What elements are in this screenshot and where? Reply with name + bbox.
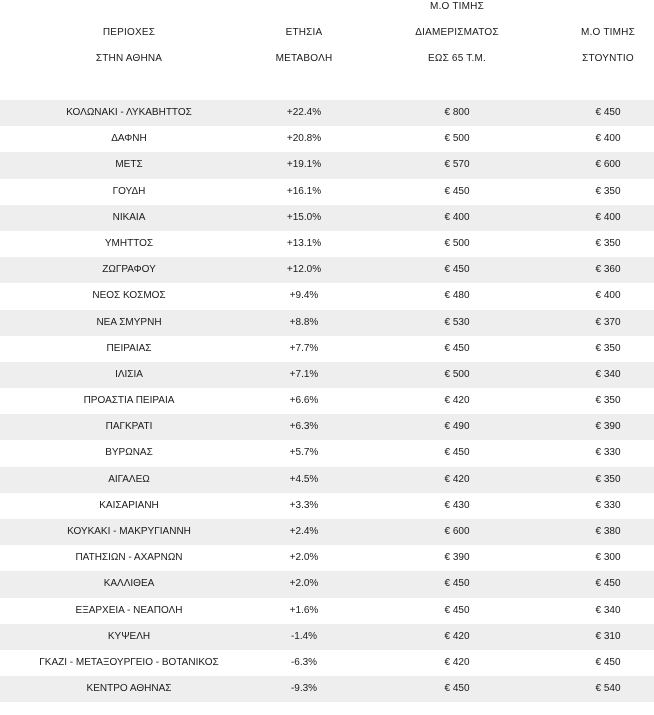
cell-annual-change: +5.7% bbox=[289, 447, 319, 459]
cell-region: ΓΟΥΔΗ bbox=[112, 185, 146, 197]
header-apartment-price bbox=[384, 0, 530, 72]
table-row bbox=[0, 231, 654, 257]
cell-annual-change: +7.1% bbox=[289, 368, 319, 380]
table-row bbox=[0, 152, 654, 178]
header-studio-line1: Μ.Ο ΤΙΜΗΣ bbox=[581, 27, 635, 38]
table-row bbox=[0, 493, 654, 519]
cell-apartment-price: € 420 bbox=[444, 630, 470, 642]
cell-annual-change: +6.6% bbox=[289, 395, 319, 407]
cell-region: ΚΕΝΤΡΟ ΑΘΗΝΑΣ bbox=[86, 683, 172, 695]
cell-annual-change: -6.3% bbox=[290, 656, 318, 668]
header-region-line1: ΠΕΡΙΟΧΕΣ bbox=[102, 27, 156, 38]
cell-region: ΕΞΑΡΧΕΙΑ - ΝΕΑΠΟΛΗ bbox=[75, 604, 183, 616]
header-annual-change bbox=[236, 20, 372, 72]
cell-annual-change: +20.8% bbox=[286, 133, 322, 145]
cell-studio-price: € 380 bbox=[595, 526, 621, 537]
table-row bbox=[0, 100, 654, 126]
cell-region: ΚΑΙΣΑΡΙΑΝΗ bbox=[99, 499, 159, 511]
cell-region: ΠΡΟΑΣΤΙΑ ΠΕΙΡΑΙΑ bbox=[83, 395, 175, 407]
cell-region: ΖΩΓΡΑΦΟΥ bbox=[102, 264, 156, 276]
cell-region: ΜΕΤΣ bbox=[115, 159, 143, 171]
cell-region: ΠΕΙΡΑΙΑΣ bbox=[106, 342, 152, 354]
cell-apartment-price: € 500 bbox=[444, 237, 470, 249]
cell-annual-change: +1.6% bbox=[289, 604, 319, 616]
table-row bbox=[0, 336, 654, 362]
cell-studio-price: € 340 bbox=[595, 368, 621, 380]
cell-studio-price: € 310 bbox=[595, 630, 621, 642]
cell-apartment-price: € 450 bbox=[444, 185, 470, 197]
cell-region: ΠΑΓΚΡΑΤΙ bbox=[105, 421, 153, 433]
cell-annual-change: +4.5% bbox=[289, 473, 319, 485]
cell-annual-change: +19.1% bbox=[286, 159, 322, 171]
cell-region: ΝΕΑ ΣΜΥΡΝΗ bbox=[96, 316, 162, 328]
header-region-line2: ΣΤΗΝ ΑΘΗΝΑ bbox=[95, 53, 163, 64]
cell-annual-change: +13.1% bbox=[286, 237, 322, 249]
cell-studio-price: € 450 bbox=[595, 578, 621, 590]
cell-studio-price: € 600 bbox=[595, 159, 621, 171]
header-studio-line2: ΣΤΟΥΝΤΙΟ bbox=[582, 53, 634, 64]
header-apt-line2: ΔΙΑΜΕΡΙΣΜΑΤΟΣ bbox=[415, 27, 499, 38]
cell-annual-change: -1.4% bbox=[290, 630, 318, 642]
header-region bbox=[34, 20, 224, 72]
cell-studio-price: € 300 bbox=[595, 552, 621, 564]
cell-apartment-price: € 490 bbox=[444, 421, 470, 433]
cell-region: ΥΜΗΤΤΟΣ bbox=[104, 237, 154, 249]
table-header bbox=[0, 0, 654, 100]
cell-studio-price: € 350 bbox=[595, 185, 621, 197]
cell-studio-price: € 400 bbox=[595, 211, 621, 223]
cell-studio-price: € 390 bbox=[595, 421, 621, 433]
cell-annual-change: +16.1% bbox=[286, 185, 322, 197]
table-row bbox=[0, 676, 654, 702]
cell-apartment-price: € 430 bbox=[444, 499, 470, 511]
table-row bbox=[0, 598, 654, 624]
table-row bbox=[0, 283, 654, 309]
cell-apartment-price: € 450 bbox=[444, 604, 470, 616]
cell-apartment-price: € 420 bbox=[444, 473, 470, 485]
cell-apartment-price: € 800 bbox=[444, 107, 470, 118]
cell-studio-price: € 450 bbox=[595, 107, 621, 118]
cell-studio-price: € 350 bbox=[595, 237, 621, 249]
cell-studio-price: € 400 bbox=[595, 290, 621, 302]
cell-annual-change: +8.8% bbox=[289, 316, 319, 328]
cell-region: ΝΕΟΣ ΚΟΣΜΟΣ bbox=[92, 290, 166, 302]
table-row bbox=[0, 519, 654, 545]
cell-studio-price: € 350 bbox=[595, 473, 621, 485]
table-row bbox=[0, 440, 654, 466]
header-change-line2: ΜΕΤΑΒΟΛΗ bbox=[275, 53, 333, 64]
cell-region: ΚΟΛΩΝΑΚΙ - ΛΥΚΑΒΗΤΤΟΣ bbox=[66, 107, 192, 118]
table-row bbox=[0, 571, 654, 597]
header-apt-line1: Μ.Ο ΤΙΜΗΣ bbox=[430, 1, 484, 12]
cell-studio-price: € 350 bbox=[595, 342, 621, 354]
cell-apartment-price: € 570 bbox=[444, 159, 470, 171]
table-row bbox=[0, 126, 654, 152]
cell-apartment-price: € 420 bbox=[444, 656, 470, 668]
table-row bbox=[0, 414, 654, 440]
cell-studio-price: € 540 bbox=[595, 683, 621, 695]
table-row bbox=[0, 257, 654, 283]
cell-annual-change: +3.3% bbox=[289, 499, 319, 511]
cell-region: ΚΥΨΕΛΗ bbox=[107, 630, 151, 642]
cell-region: ΒΥΡΩΝΑΣ bbox=[105, 447, 153, 459]
cell-studio-price: € 330 bbox=[595, 499, 621, 511]
cell-annual-change: +2.4% bbox=[289, 526, 319, 537]
table-row bbox=[0, 467, 654, 493]
table-row bbox=[0, 205, 654, 231]
cell-annual-change: +6.3% bbox=[289, 421, 319, 433]
cell-region: ΚΟΥΚΑΚΙ - ΜΑΚΡΥΓΙΑΝΝΗ bbox=[67, 526, 191, 537]
cell-region: ΑΙΓΑΛΕΩ bbox=[108, 473, 150, 485]
header-studio-price bbox=[555, 20, 654, 72]
cell-apartment-price: € 500 bbox=[444, 368, 470, 380]
table-row bbox=[0, 650, 654, 676]
table-body bbox=[0, 100, 654, 702]
cell-apartment-price: € 530 bbox=[444, 316, 470, 328]
cell-annual-change: +7.7% bbox=[289, 342, 319, 354]
cell-annual-change: +22.4% bbox=[286, 107, 322, 118]
cell-region: ΙΛΙΣΙΑ bbox=[115, 368, 143, 380]
cell-apartment-price: € 450 bbox=[444, 578, 470, 590]
cell-annual-change: +15.0% bbox=[286, 211, 322, 223]
table-row bbox=[0, 179, 654, 205]
table-row bbox=[0, 310, 654, 336]
cell-apartment-price: € 450 bbox=[444, 264, 470, 276]
cell-studio-price: € 450 bbox=[595, 656, 621, 668]
cell-apartment-price: € 450 bbox=[444, 683, 470, 695]
cell-region: ΔΑΦΝΗ bbox=[111, 133, 147, 145]
cell-apartment-price: € 600 bbox=[444, 526, 470, 537]
table-row bbox=[0, 362, 654, 388]
cell-apartment-price: € 500 bbox=[444, 133, 470, 145]
cell-region: ΝΙΚΑΙΑ bbox=[112, 211, 146, 223]
cell-apartment-price: € 420 bbox=[444, 395, 470, 407]
cell-apartment-price: € 450 bbox=[444, 447, 470, 459]
table-row bbox=[0, 388, 654, 414]
cell-region: ΠΑΤΗΣΙΩΝ - ΑΧΑΡΝΩΝ bbox=[75, 552, 183, 564]
cell-studio-price: € 340 bbox=[595, 604, 621, 616]
cell-apartment-price: € 480 bbox=[444, 290, 470, 302]
header-apt-line3: ΕΩΣ 65 Τ.Μ. bbox=[428, 53, 486, 64]
cell-annual-change: +2.0% bbox=[289, 578, 319, 590]
cell-apartment-price: € 390 bbox=[444, 552, 470, 564]
cell-studio-price: € 400 bbox=[595, 133, 621, 145]
cell-studio-price: € 330 bbox=[595, 447, 621, 459]
table-row bbox=[0, 624, 654, 650]
cell-studio-price: € 370 bbox=[595, 316, 621, 328]
cell-studio-price: € 360 bbox=[595, 264, 621, 276]
cell-annual-change: -9.3% bbox=[290, 683, 318, 695]
table-row bbox=[0, 545, 654, 571]
cell-apartment-price: € 400 bbox=[444, 211, 470, 223]
cell-annual-change: +9.4% bbox=[289, 290, 319, 302]
header-change-line1: ΕΤΗΣΙΑ bbox=[285, 27, 323, 38]
cell-annual-change: +2.0% bbox=[289, 552, 319, 564]
cell-region: ΓΚΑΖΙ - ΜΕΤΑΞΟΥΡΓΕΙΟ - ΒΟΤΑΝΙΚΟΣ bbox=[39, 656, 219, 668]
cell-region: ΚΑΛΛΙΘΕΑ bbox=[103, 578, 155, 590]
cell-studio-price: € 350 bbox=[595, 395, 621, 407]
cell-apartment-price: € 450 bbox=[444, 342, 470, 354]
cell-annual-change: +12.0% bbox=[286, 264, 322, 276]
